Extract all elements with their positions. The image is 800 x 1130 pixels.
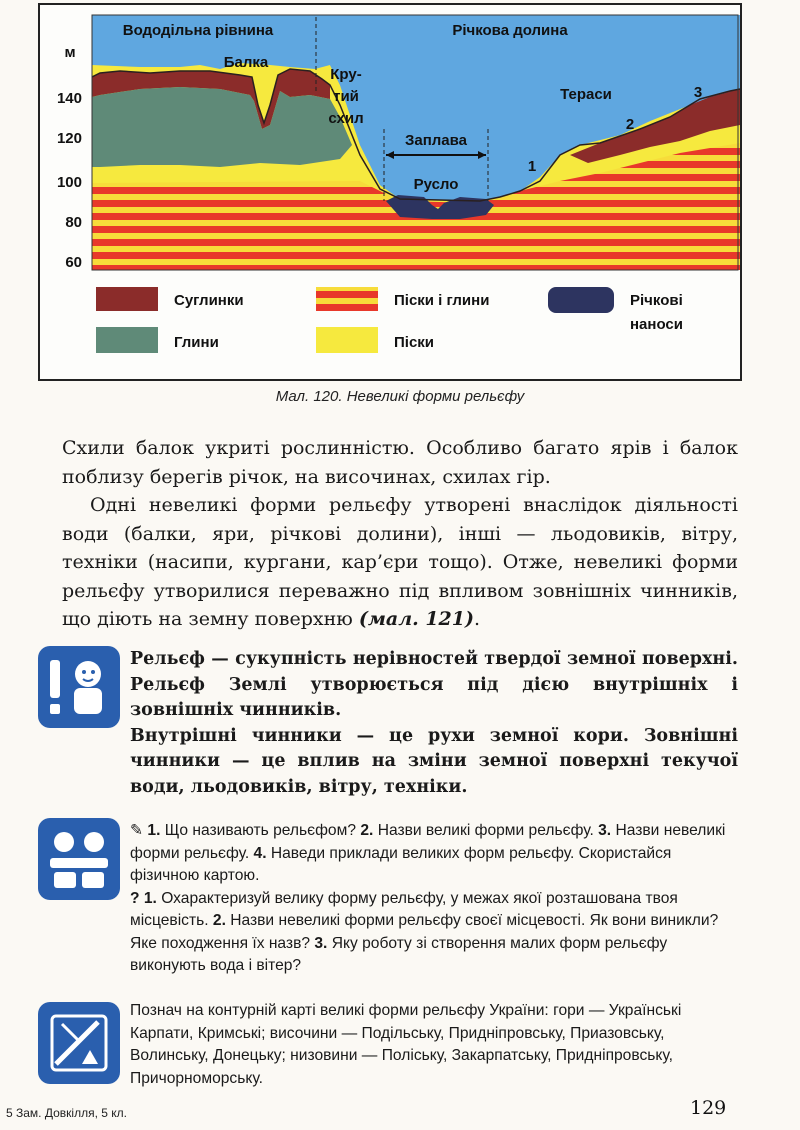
legend-label-sands-clays: Піски і глини [394,292,490,309]
unit-label: м [64,44,76,61]
figure-reference: (мал. 121) [358,608,474,630]
paragraph-1: Схили балок укриті рослинністю. Особливо багато ярів і балок поблизу берегів річок, на височинах, схилах гір. [62,437,738,488]
paragraph-2 [62,491,738,634]
y-tick: 60 [65,254,82,271]
steep-slope-label-3: схил [328,110,364,127]
y-tick: 100 [56,174,82,191]
region-left-label: Вододільна рівнина [122,22,274,39]
steep-slope-label-1: Кру- [330,66,362,83]
definition-relief: Рельєф — сукупність нерівностей твердої земної поверхні. Рельєф Землі утворюється під дією внутрішніх і зовнішніх чинників. [130,649,738,720]
relief-cross-section [40,5,740,379]
definition-factors: Внутрішні чинники — це рухи земної кори. Зовнішні чинники — це вплив на зміни земної поверхні текучої води, льодовиків, вітру, техніки. [130,725,738,797]
terrace-3-label: 3 [693,84,703,101]
floodplain-label: Заплава [404,132,468,149]
y-tick: 120 [56,130,82,147]
relief-figure [38,3,742,381]
clay-layer [92,87,352,167]
legend-label-sand: Піски [394,334,435,351]
practical-task-text: Познач на контурній карті великі форми рельєфу України: гори — Українські Карпати, Кримські; височини — Подільську, Придніпровську, Приазовську, Волинську, Донецьку; низовини — Поліську, Закарпатську, Придніпровську, Причорноморську. [130,1002,682,1087]
pencil-icon: ✎ [130,822,144,839]
figure-caption: Мал. 120. Невеликі форми рельєфу [275,388,525,405]
body-text [62,434,738,634]
page-number: 129 [690,1097,727,1119]
definition-block [130,647,738,800]
steep-slope-label-2: тий [333,88,359,105]
basic-questions: ✎ 1. Що називають рельєфом? 2. Назви великі форми рельєфу. 3. Назви невеликі форми рельєфу. 4. Наведи приклади великих форм рельєфу. Скористайся фізичною картою. [130,822,726,884]
paragraph-2-main: Одні невеликі форми рельєфу утворені внаслідок діяльності води (балки, яри, річкові долини), інші — льодовиків, вітру, техніки (насипи, кургани, кар’єри тощо). Отже, невеликі форми рельєфу утворилися переважно під впливом зовнішніх чинників, що діють на земну поверхню [62,494,738,630]
region-right-label: Річкова долина [452,22,568,39]
questions-block [130,820,736,978]
legend-swatch-sand [316,327,378,353]
advanced-questions: ? 1. Охарактеризуй велику форму рельєфу, у межах якої розташована твоя місцевість. 2. Назви невеликі форми рельєфу своєї місцевості. Як вони виникли? Яке походження їх назв? 3. Яку роботу зі створення малих форм рельєфу виконують вода і вітер? [130,889,719,974]
remember-icon [38,646,120,728]
terraces-label: Тераси [560,86,612,103]
legend-label-loam: Суглинки [174,292,244,309]
terrace-2-label: 2 [625,116,635,133]
legend-label-alluvium-2: наноси [630,316,683,333]
legend-label-alluvium-1: Річкові [630,292,683,309]
legend-swatch-sands-clays [316,287,378,311]
legend-swatch-clay [96,327,158,353]
y-tick: 140 [56,90,82,107]
legend-swatch-loam [96,287,158,311]
questions-icon [38,818,120,900]
legend-swatch-alluvium [548,287,614,313]
paragraph-2-end: . [473,608,481,630]
legend-label-clay: Глини [174,334,219,351]
footer-note: 5 Зам. Довкілля, 5 кл. [6,1106,127,1120]
y-tick: 80 [65,214,82,231]
riverbed-label: Русло [413,176,459,193]
question-mark-icon: ? [130,889,140,907]
practical-task-icon [38,1002,120,1084]
terrace-1-label: 1 [527,158,537,175]
balka-label: Балка [223,54,269,71]
